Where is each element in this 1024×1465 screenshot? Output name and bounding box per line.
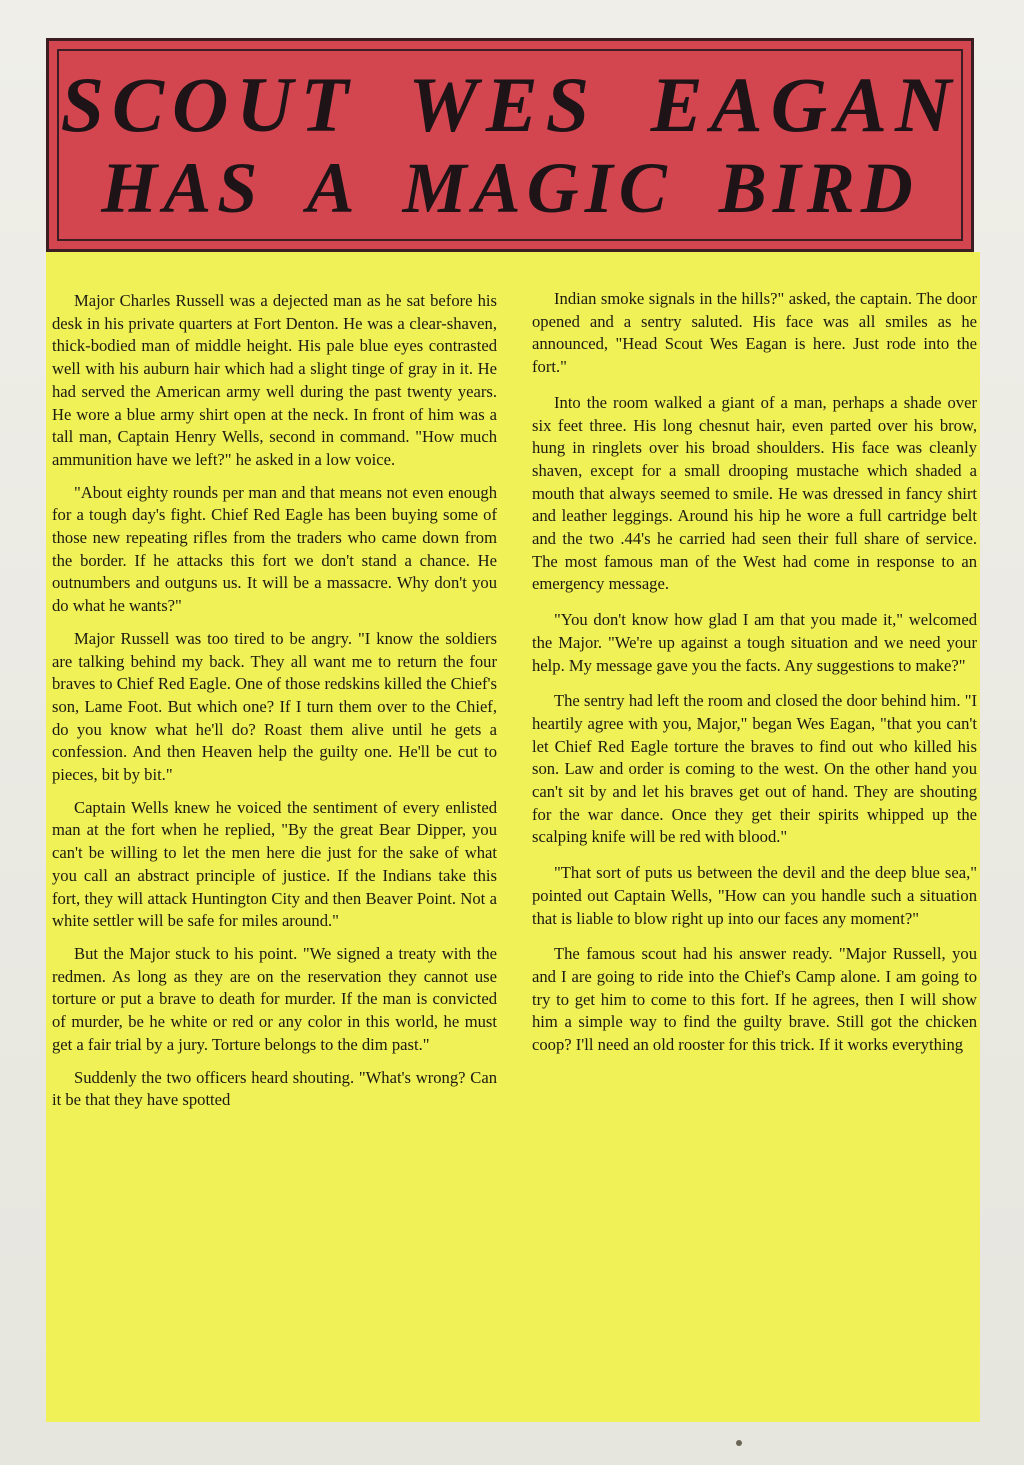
paragraph: Indian smoke signals in the hills?" asked, the captain. The door opened and a sentry saluted. His face was all smiles as he announced, "Head Scout Wes Eagan is here. Just rode into the fort." [532,289,977,377]
story-title-line-2: HAS A MAGIC BIRD [101,148,919,228]
print-speck [736,1440,742,1446]
paragraph: "About eighty rounds per man and that means not even enough for a tough day's fight. Chief Red Eagle has been buying some of those new repeating rifles from the traders who came down from the border. If he attacks this fort we don't stand a chance. He outnumbers and outguns us. It will be a massacre. Why don't you do what he wants?" [52,482,497,616]
paragraph: "That sort of puts us between the devil and the deep blue sea," pointed out Captain Wells, "How can you handle such a situation that is liable to blow right up into our faces any moment?" [532,863,977,928]
story-title-line-1: SCOUT WES EAGAN [60,61,960,148]
story-column-left [52,290,497,1122]
paragraph: Into the room walked a giant of a man, perhaps a shade over six feet three. His long chesnut hair, even parted over his brow, hung in ringlets over his broad shoulders. His face was cleanly shaven, except for a small drooping mustache which shaded a mouth that always seemed to smile. He was dressed in fancy shirt and leather leggings. Around his hip he wore a full cartridge belt and the two .44's he carried had seen their full share of service. The most famous man of the West had come in response to an emergency message. [532,392,977,594]
title-banner [46,38,974,252]
paragraph: The famous scout had his answer ready. "Major Russell, you and I are going to ride into the Chief's Camp alone. I am going to try to get him to come to this fort. If he agrees, then I will show him a simple way to find the guilty brave. Still got the chicken coop? I'll need an old rooster for this trick. If it works everything [532,944,977,1055]
paragraph: Captain Wells knew he voiced the sentiment of every enlisted man at the fort when he replied, "By the great Bear Dipper, you can't be willing to let the men here die just for the sake of what you call an abstract principle of justice. If the Indians take this fort, they will attack Huntington City and then Beaver Point. Not a white settler will be safe for miles around." [52,797,497,931]
story-column-right [532,288,977,1070]
paragraph: The sentry had left the room and closed the door behind him. "I heartily agree with you, Major," began Wes Eagan, "that you can't let Chief Red Eagle torture the braves to find out who killed his son. Law and order is coming to the west. On the other hand you can't sit by and let his braves get out of hand. They are shouting for the war dance. Once they get their spirits whipped up the scalping knife will be red with blood." [532,691,977,847]
paragraph: But the Major stuck to his point. "We signed a treaty with the redmen. As long as they are on the reservation they cannot use torture or put a brave to death for murder. If the man is convicted of murder, be he white or red or any color in this world, he must get a fair trial by a jury. Torture belongs to the dim past." [52,943,497,1054]
title-banner-inner-border [57,49,963,241]
paragraph: Suddenly the two officers heard shouting. "What's wrong? Can it be that they have spotted [52,1067,497,1110]
paragraph: "You don't know how glad I am that you made it," welcomed the Major. "We're up against a tough situation and we need your help. My message gave you the facts. Any suggestions to make?" [532,610,977,675]
story-panel [46,252,980,1422]
paragraph: Major Charles Russell was a dejected man as he sat before his desk in his private quarters at Fort Denton. He was a clear-shaven, thick-bodied man of middle height. His pale blue eyes contrasted well with his auburn hair which had a slight tinge of gray in it. He had served the American army well during the past twenty years. He wore a blue army shirt open at the neck. In front of him was a tall man, Captain Henry Wells, second in command. "How much ammunition have we left?" he asked in a low voice. [52,291,497,469]
paragraph: Major Russell was too tired to be angry. "I know the soldiers are talking behind my back. They all want me to return the four braves to Chief Red Eagle. One of those redskins killed the Chief's son, Lame Foot. But which one? If I turn them over to the Chief, do you know what he'll do? Roast them alive until he gets a confession. And then Heaven help the guilty one. He'll be cut to pieces, bit by bit." [52,628,497,785]
